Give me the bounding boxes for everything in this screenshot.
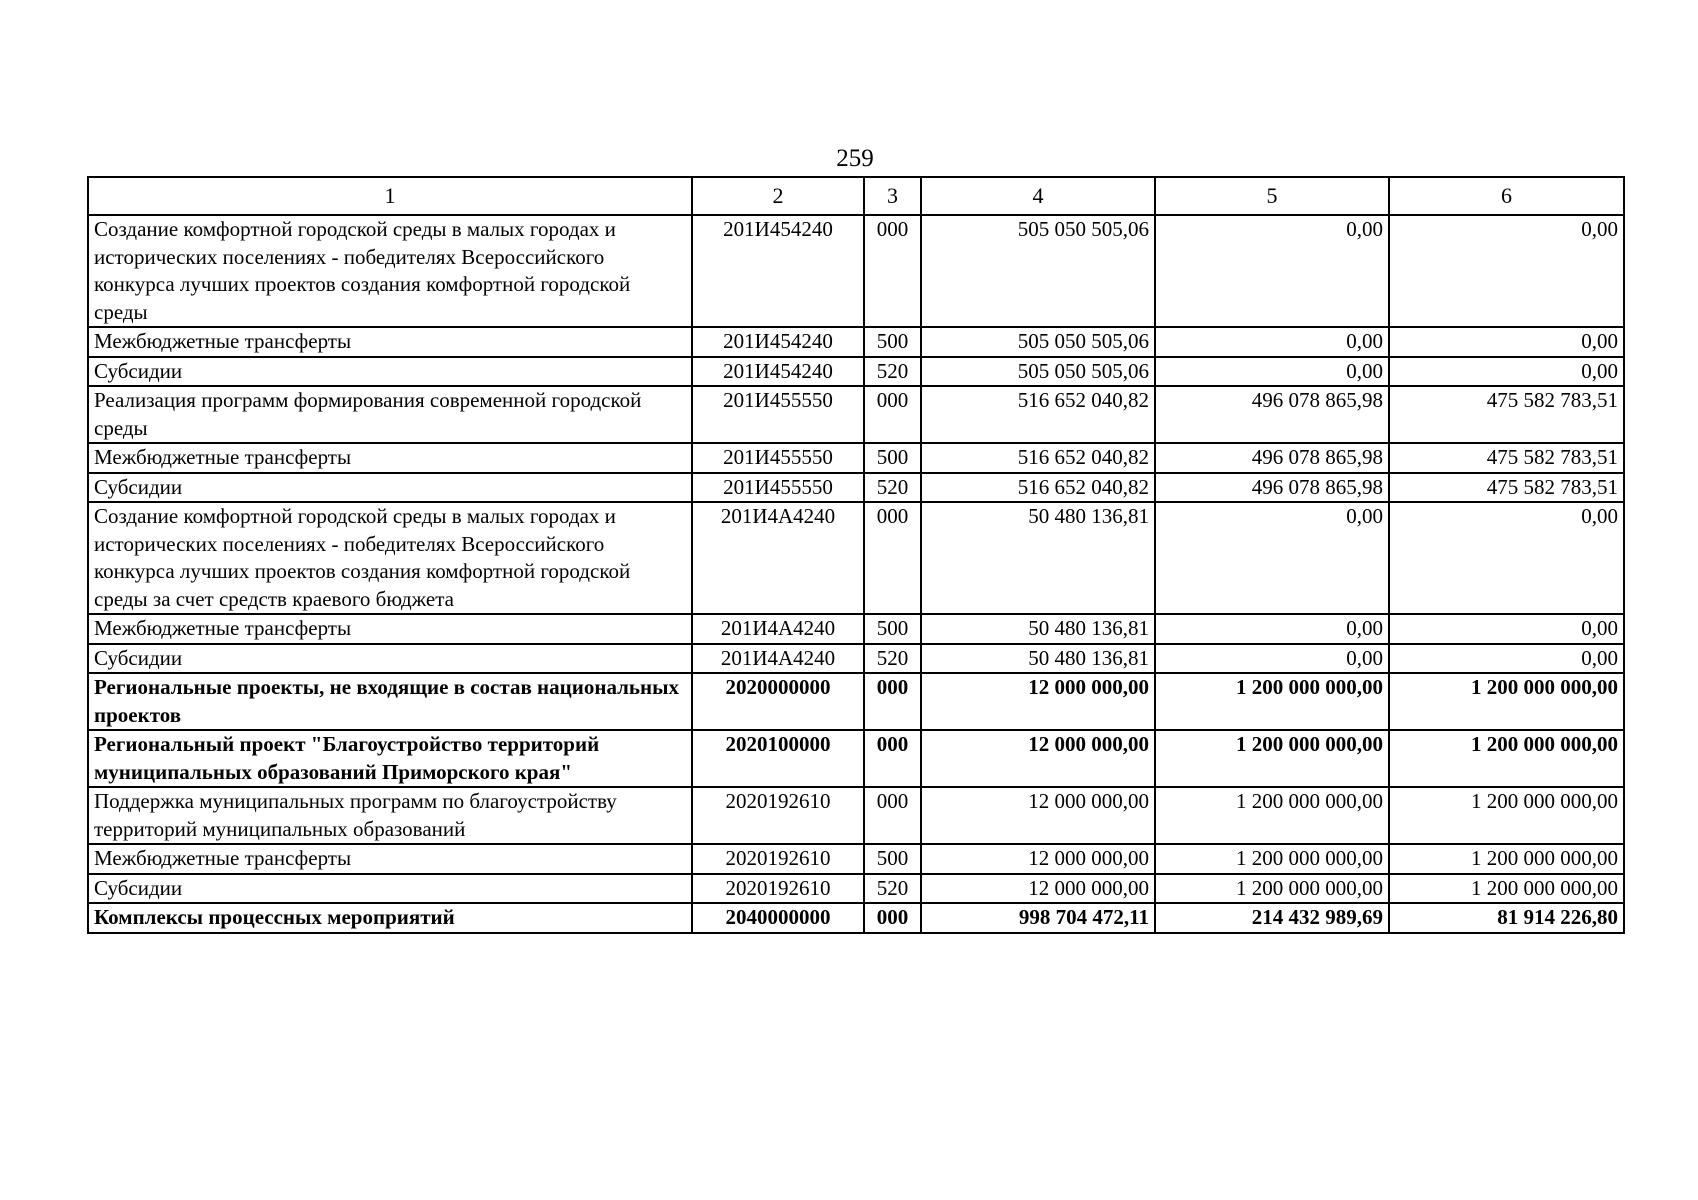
row-amount-col4: 12 000 000,00 xyxy=(921,844,1155,874)
row-amount-col6: 1 200 000 000,00 xyxy=(1389,730,1624,787)
row-name: Межбюджетные трансферты xyxy=(88,327,692,357)
row-expense-type: 000 xyxy=(864,673,921,730)
row-amount-col5: 0,00 xyxy=(1155,215,1389,327)
row-target-code: 201И455550 xyxy=(692,386,864,443)
row-amount-col4: 505 050 505,06 xyxy=(921,215,1155,327)
row-amount-col4: 516 652 040,82 xyxy=(921,386,1155,443)
row-expense-type: 520 xyxy=(864,644,921,674)
row-amount-col5: 496 078 865,98 xyxy=(1155,443,1389,473)
table-row xyxy=(88,644,1624,674)
row-amount-col5: 1 200 000 000,00 xyxy=(1155,874,1389,904)
table-row xyxy=(88,844,1624,874)
row-amount-col6: 475 582 783,51 xyxy=(1389,386,1624,443)
row-target-code: 201И454240 xyxy=(692,357,864,387)
row-amount-col5: 0,00 xyxy=(1155,614,1389,644)
row-amount-col6: 0,00 xyxy=(1389,644,1624,674)
row-expense-type: 000 xyxy=(864,386,921,443)
row-target-code: 201И454240 xyxy=(692,327,864,357)
row-name: Субсидии xyxy=(88,357,692,387)
row-amount-col5: 496 078 865,98 xyxy=(1155,473,1389,503)
table-row xyxy=(88,787,1624,844)
row-name: Межбюджетные трансферты xyxy=(88,443,692,473)
row-name: Субсидии xyxy=(88,473,692,503)
row-expense-type: 000 xyxy=(864,730,921,787)
row-amount-col6: 0,00 xyxy=(1389,215,1624,327)
row-target-code: 2040000000 xyxy=(692,903,864,933)
row-target-code: 2020192610 xyxy=(692,874,864,904)
row-amount-col6: 0,00 xyxy=(1389,327,1624,357)
row-target-code: 201И454240 xyxy=(692,215,864,327)
row-amount-col6: 1 200 000 000,00 xyxy=(1389,673,1624,730)
row-amount-col5: 0,00 xyxy=(1155,327,1389,357)
header-col-2: 2 xyxy=(692,177,864,215)
row-name: Реализация программ формирования современной городской среды xyxy=(88,386,692,443)
row-name: Создание комфортной городской среды в малых городах и исторических поселениях - победителях Всероссийского конкурса лучших проектов создания комфортной городской среды за счет средств краевого бюджета xyxy=(88,502,692,614)
row-amount-col4: 505 050 505,06 xyxy=(921,327,1155,357)
row-name: Межбюджетные трансферты xyxy=(88,614,692,644)
row-expense-type: 000 xyxy=(864,502,921,614)
row-amount-col6: 0,00 xyxy=(1389,357,1624,387)
row-name: Поддержка муниципальных программ по благоустройству территорий муниципальных образований xyxy=(88,787,692,844)
row-name: Региональный проект "Благоустройство территорий муниципальных образований Приморского края" xyxy=(88,730,692,787)
header-col-5: 5 xyxy=(1155,177,1389,215)
row-name: Создание комфортной городской среды в малых городах и исторических поселениях - победителях Всероссийского конкурса лучших проектов создания комфортной городской среды xyxy=(88,215,692,327)
table-row xyxy=(88,614,1624,644)
row-expense-type: 000 xyxy=(864,215,921,327)
row-amount-col4: 505 050 505,06 xyxy=(921,357,1155,387)
row-expense-type: 520 xyxy=(864,473,921,503)
table-row xyxy=(88,730,1624,787)
row-target-code: 201И4А4240 xyxy=(692,644,864,674)
table-row xyxy=(88,673,1624,730)
row-amount-col4: 998 704 472,11 xyxy=(921,903,1155,933)
row-amount-col6: 475 582 783,51 xyxy=(1389,473,1624,503)
row-target-code: 2020000000 xyxy=(692,673,864,730)
row-amount-col6: 0,00 xyxy=(1389,614,1624,644)
row-target-code: 2020100000 xyxy=(692,730,864,787)
row-amount-col4: 12 000 000,00 xyxy=(921,730,1155,787)
row-target-code: 201И455550 xyxy=(692,443,864,473)
header-col-1: 1 xyxy=(88,177,692,215)
header-col-3: 3 xyxy=(864,177,921,215)
row-amount-col6: 1 200 000 000,00 xyxy=(1389,844,1624,874)
row-amount-col4: 12 000 000,00 xyxy=(921,673,1155,730)
table-row xyxy=(88,443,1624,473)
row-name: Субсидии xyxy=(88,644,692,674)
header-row xyxy=(88,177,1624,215)
row-name: Субсидии xyxy=(88,874,692,904)
row-amount-col5: 0,00 xyxy=(1155,357,1389,387)
row-amount-col6: 1 200 000 000,00 xyxy=(1389,874,1624,904)
row-name: Комплексы процессных мероприятий xyxy=(88,903,692,933)
row-amount-col4: 516 652 040,82 xyxy=(921,443,1155,473)
row-amount-col5: 1 200 000 000,00 xyxy=(1155,730,1389,787)
row-amount-col4: 50 480 136,81 xyxy=(921,614,1155,644)
row-amount-col6: 0,00 xyxy=(1389,502,1624,614)
row-amount-col6: 475 582 783,51 xyxy=(1389,443,1624,473)
row-expense-type: 520 xyxy=(864,874,921,904)
table-row xyxy=(88,874,1624,904)
table-row xyxy=(88,327,1624,357)
header-col-6: 6 xyxy=(1389,177,1624,215)
row-amount-col4: 50 480 136,81 xyxy=(921,644,1155,674)
row-expense-type: 520 xyxy=(864,357,921,387)
row-amount-col4: 12 000 000,00 xyxy=(921,787,1155,844)
budget-table xyxy=(87,176,1625,934)
row-expense-type: 500 xyxy=(864,327,921,357)
table-row xyxy=(88,357,1624,387)
row-amount-col5: 0,00 xyxy=(1155,644,1389,674)
row-amount-col6: 81 914 226,80 xyxy=(1389,903,1624,933)
row-amount-col4: 50 480 136,81 xyxy=(921,502,1155,614)
row-name: Региональные проекты, не входящие в состав национальных проектов xyxy=(88,673,692,730)
row-amount-col5: 0,00 xyxy=(1155,502,1389,614)
table-row xyxy=(88,473,1624,503)
header-col-4: 4 xyxy=(921,177,1155,215)
row-expense-type: 500 xyxy=(864,443,921,473)
row-amount-col5: 1 200 000 000,00 xyxy=(1155,673,1389,730)
row-amount-col5: 1 200 000 000,00 xyxy=(1155,844,1389,874)
row-expense-type: 000 xyxy=(864,903,921,933)
table-row xyxy=(88,386,1624,443)
row-target-code: 2020192610 xyxy=(692,787,864,844)
row-target-code: 201И4А4240 xyxy=(692,614,864,644)
row-target-code: 201И455550 xyxy=(692,473,864,503)
page-number: 259 xyxy=(836,145,874,172)
row-expense-type: 500 xyxy=(864,614,921,644)
row-target-code: 2020192610 xyxy=(692,844,864,874)
row-amount-col4: 516 652 040,82 xyxy=(921,473,1155,503)
row-amount-col5: 496 078 865,98 xyxy=(1155,386,1389,443)
row-amount-col6: 1 200 000 000,00 xyxy=(1389,787,1624,844)
row-amount-col5: 1 200 000 000,00 xyxy=(1155,787,1389,844)
table-row xyxy=(88,903,1624,933)
table-body xyxy=(88,215,1624,933)
row-expense-type: 000 xyxy=(864,787,921,844)
table-row xyxy=(88,502,1624,614)
row-amount-col4: 12 000 000,00 xyxy=(921,874,1155,904)
row-amount-col5: 214 432 989,69 xyxy=(1155,903,1389,933)
row-name: Межбюджетные трансферты xyxy=(88,844,692,874)
row-target-code: 201И4А4240 xyxy=(692,502,864,614)
row-expense-type: 500 xyxy=(864,844,921,874)
table-row xyxy=(88,215,1624,327)
